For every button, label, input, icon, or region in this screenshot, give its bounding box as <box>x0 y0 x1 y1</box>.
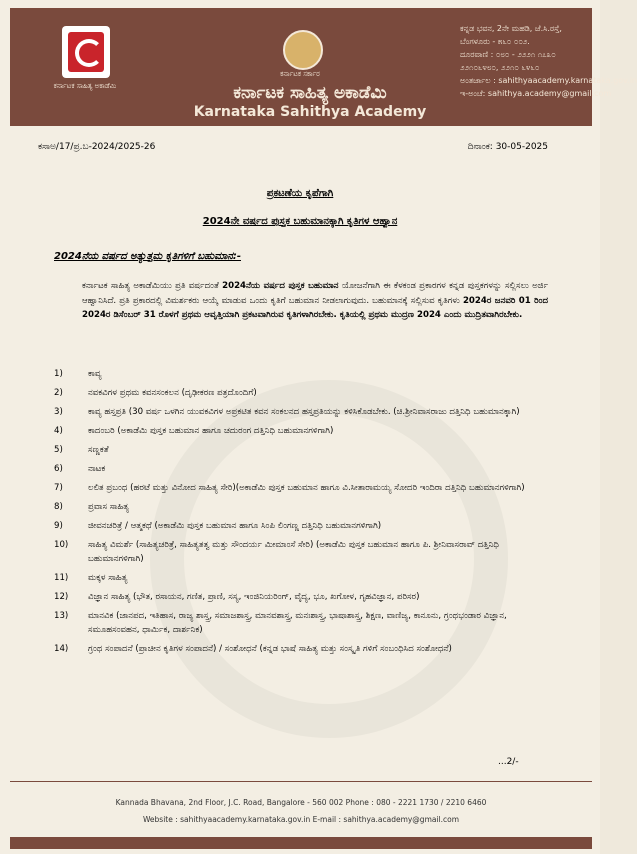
list-item <box>54 443 550 457</box>
list-item <box>54 538 550 566</box>
list-item <box>54 405 550 419</box>
list-item <box>54 590 550 604</box>
para-part-1: ಕರ್ನಾಟಕ ಸಾಹಿತ್ಯ ಅಕಾಡೆಮಿಯು ಪ್ರತಿ ವರ್ಷದಂತೆ <box>82 281 219 291</box>
letterhead <box>10 8 637 126</box>
academy-logo <box>62 26 110 78</box>
document-date: ದಿನಾಂಕ: 30-05-2025 <box>467 142 548 152</box>
list-item-number: 4) <box>54 426 63 436</box>
list-item-number: 10) <box>54 540 69 550</box>
list-item-number: 7) <box>54 483 63 493</box>
phone-line-1: ದೂರವಾಣಿ : ೦೮೦ - ೨೨೨೧ ೧೭೩೦ <box>460 50 556 59</box>
list-item <box>54 609 550 637</box>
list-item <box>54 500 550 514</box>
para-part-1-bold: 2024ನೆಯ ವರ್ಷದ ಪುಸ್ತಕ ಬಹುಮಾನ <box>222 281 339 291</box>
state-emblem-icon <box>283 30 323 70</box>
website-line: ಅಂತರ್ಜಾಲ : sahithyaacademy.karnataka.gov.in <box>460 76 637 85</box>
list-item <box>54 367 550 381</box>
org-name-kannada: ಕರ್ನಾಟಕ ಸಾಹಿತ್ಯ ಅಕಾಡೆಮಿ <box>233 83 387 103</box>
list-item-number: 2) <box>54 388 63 398</box>
list-item-text: ಜೀವನಚರಿತ್ರೆ / ಆತ್ಮಕಥೆ (ಅಕಾಡೆಮಿ ಪುಸ್ತಕ ಬಹುಮಾನ ಹಾಗೂ ಸಿಂಪಿ ಲಿಂಗಣ್ಣ ದತ್ತಿನಿಧಿ ಬಹುಮಾನಗಳಿಗಾಗಿ) <box>88 521 382 531</box>
footer <box>10 781 592 849</box>
list-item <box>54 462 550 476</box>
list-item <box>54 571 550 585</box>
list-item-number: 13) <box>54 611 69 621</box>
list-item-text: ಕಾದಂಬರಿ (ಅಕಾಡೆಮಿ ಪುಸ್ತಕ ಬಹುಮಾನ ಹಾಗೂ ಚದುರಂಗ ದತ್ತಿನಿಧಿ ಬಹುಮಾನಗಳಿಗಾಗಿ) <box>88 426 334 436</box>
list-item-number: 5) <box>54 445 63 455</box>
list-item-text: ಮಾನವಿಕ (ಜಾನಪದ, ಇತಿಹಾಸ, ರಾಜ್ಯ ಶಾಸ್ತ್ರ, ಸಮಾಜಶಾಸ್ತ್ರ, ಮಾನವಶಾಸ್ತ್ರ, ಮನಃಶಾಸ್ತ್ರ, ಭಾಷಾಶಾಸ್ತ್ರ, ಶಿಕ್ಷಣ, ವಾಣಿಜ್ಯ, ಕಾನೂನು, ಗ್ರಂಥಭಂಡಾರ ವಿಜ್ಞಾನ, ಸಮೂಹಸಂವಹನ, ಧಾರ್ಮಿಕ, ದಾರ್ಶನಿಕ) <box>88 611 507 635</box>
list-item <box>54 386 550 400</box>
title-invitation: 2024ನೇ ವರ್ಷದ ಪುಸ್ತಕ ಬಹುಮಾನಕ್ಕಾಗಿ ಕೃತಿಗಳ ಆಹ್ವಾನ <box>202 216 398 227</box>
subheading: 2024ನೆಯ ವರ್ಷದ ಅತ್ಯುತ್ತಮ ಕೃತಿಗಳಿಗೆ ಬಹುಮಾನ:- <box>54 251 241 262</box>
list-item-text: ಸಣ್ಣಕತೆ <box>88 445 109 455</box>
list-item-text: ವಿಜ್ಞಾನ ಸಾಹಿತ್ಯ (ಭೌತ, ರಸಾಯನ, ಗಣಿತ, ಪ್ರಾಣಿ, ಸಸ್ಯ, ಇಂಜಿನಿಯರಿಂಗ್, ವೈದ್ಯ, ಭೂ, ಖಗೋಳ, ಗೃಹವಿಜ್ಞಾನ, ಪರಿಸರ) <box>88 592 420 602</box>
list-item <box>54 519 550 533</box>
footer-address: Kannada Bhavana, 2nd Floor, J.C. Road, Bangalore - 560 002 Phone : 080 - 2221 1730 / 2210 6460 <box>115 798 487 807</box>
list-item-text: ಕಾವ್ಯ ಹಸ್ತಪ್ರತಿ (30 ವರ್ಷ ಒಳಗಿನ ಯುವಕವಿಗಳ ಅಪ್ರಕಟಿತ ಕವನ ಸಂಕಲನದ ಹಸ್ತಪ್ರತಿಯನ್ನು ಕಳಿಸಿಕೊಡಬೇಕು. (ಚಿ.ಶ್ರೀನಿವಾಸರಾಜು ದತ್ತಿನಿಧಿ ಬಹುಮಾನಕ್ಕಾಗಿ) <box>88 407 520 417</box>
para-part-2: ಯೋಜನೆಗಾಗಿ ಈ ಕೆಳಕಂಡ ಪ್ರಕಾರಗಳ ಕನ್ನಡ ಪುಸ್ತಕಗಳನ್ನು ಸಲ್ಲಿಸಲು ಅರ್ಜಿ ಆಹ್ವಾನಿಸಿದೆ. ಪ್ರತಿ ಪ್ರಕಾರದಲ್ಲಿ ವಿಮರ್ಶಕರು ಆಯ್ಕೆ ಮಾಡುವ ಒಂದು ಕೃತಿಗೆ ಬಹುಮಾನ ನೀಡಲಾಗುವುದು. ಬಹುಮಾನಕ್ಕೆ ಸಲ್ಲಿಸುವ ಕೃತಿಗಳು <box>82 281 549 306</box>
list-item-number: 6) <box>54 464 63 474</box>
list-item-text: ಮಕ್ಕಳ ಸಾಹಿತ್ಯ <box>88 573 128 583</box>
email-line: ಇ-ಅಂಚೆ: sahithya.academy@gmail.com <box>460 89 612 98</box>
reference-number: ಕಸಾಅ/17/ಪ್ರ.ಬ-2024/2025-26 <box>38 142 156 152</box>
academy-logo-icon <box>68 32 104 72</box>
list-item-text: ಸಾಹಿತ್ಯ ವಿಮರ್ಶೆ (ಸಾಹಿತ್ಯಚರಿತ್ರೆ, ಸಾಹಿತ್ಯತತ್ವ ಮತ್ತು ಸೌಂದರ್ಯ ಮೀಮಾಂಸೆ ಸೇರಿ) (ಅಕಾಡೆಮಿ ಪುಸ್ತಕ ಬಹುಮಾನ ಹಾಗೂ ಪಿ. ಶ್ರೀನಿವಾಸರಾವ್ ದತ್ತಿನಿಧಿ ಬಹುಮಾನಗಳಿಗಾಗಿ) <box>88 540 499 564</box>
list-item-text: ಪ್ರವಾಸ ಸಾಹಿತ್ಯ <box>88 502 129 512</box>
list-item-number: 1) <box>54 369 63 379</box>
list-item <box>54 642 550 656</box>
contact-block <box>460 22 637 100</box>
page-marker: ...2/- <box>498 757 519 767</box>
list-item-text: ಲಲಿತ ಪ್ರಬಂಧ (ಹರಟೆ ಮತ್ತು ವಿನೋದ ಸಾಹಿತ್ಯ ಸೇರಿ)(ಅಕಾಡೆಮಿ ಪುಸ್ತಕ ಬಹುಮಾನ ಹಾಗೂ ವಿ.ಸೀತಾರಾಮಯ್ಯ ಸೋದರಿ ಇಂದಿರಾ ದತ್ತಿನಿಧಿ ಬಹುಮಾನಗಳಿಗಾಗಿ) <box>88 483 525 493</box>
list-item-number: 11) <box>54 573 69 583</box>
list-item-number: 3) <box>54 407 63 417</box>
list-item-number: 14) <box>54 644 69 654</box>
address-line-1: ಕನ್ನಡ ಭವನ, 2ನೇ ಮಹಡಿ, ಜೆ.ಸಿ.ರಸ್ತೆ, <box>460 24 562 33</box>
list-item <box>54 481 550 495</box>
list-item-number: 12) <box>54 592 69 602</box>
footer-web: Website : sahithyaacademy.karnataka.gov.in E-mail : sahithya.academy@gmail.com <box>142 815 460 824</box>
intro-paragraph <box>82 279 548 323</box>
list-item-number: 9) <box>54 521 63 531</box>
reference-row <box>38 142 548 152</box>
title-publication: ಪ್ರಕಟಣೆಯ ಕೃಪೆಗಾಗಿ <box>266 188 334 199</box>
phone-line-2: ೨೨೧೦೬೪೮೦, ೨೨೧೦ ೬೪೬೦ <box>460 63 540 72</box>
para-part-2-bold: 2024ರ ಜನವರಿ 01 ರಿಂದ 2024ರ ಡಿಸೆಂಬರ್ 31 ರೊಳಗೆ ಪ್ರಥಮ ಆವೃತ್ತಿಯಾಗಿ ಪ್ರಕಟವಾಗಿರುವ ಕೃತಿಗಳಾಗಿರಬೇಕು. ಕೃತಿಯಲ್ಲಿ ಪ್ರಥಮ ಮುದ್ರಣ 2024 ಎಂದು ಮುದ್ರಿತವಾಗಿರಬೇಕು. <box>82 295 549 320</box>
address-line-2: ಬೆಂಗಳೂರು - ೫೬೦ ೦೦೨. <box>460 37 530 46</box>
list-item-text: ಗ್ರಂಥ ಸಂಪಾದನೆ (ಪ್ರಾಚೀನ ಕೃತಿಗಳ ಸಂಪಾದನೆ) / ಸಂಶೋಧನೆ (ಕನ್ನಡ ಭಾಷೆ ಸಾಹಿತ್ಯ ಮತ್ತು ಸಂಸ್ಕೃತಿ ಗಳಿಗೆ ಸಂಬಂಧಿಸಿದ ಸಂಶೋಧನೆ) <box>88 644 452 654</box>
list-item-text: ಕಾವ್ಯ <box>88 369 102 379</box>
category-list <box>54 367 550 661</box>
logo-caption: ಕರ್ನಾಟಕ ಸಾಹಿತ್ಯ ಅಕಾಡೆಮಿ <box>53 82 117 90</box>
list-item-number: 8) <box>54 502 63 512</box>
org-name-english: Karnataka Sahithya Academy <box>193 104 427 120</box>
list-item <box>54 424 550 438</box>
list-item-text: ನವಕವಿಗಳ ಪ್ರಥಮ ಕವನಸಂಕಲನ (ದೃಢೀಕರಣ ಪತ್ರದೊಂದಿಗೆ) <box>88 388 257 398</box>
list-item-text: ನಾಟಕ <box>88 464 106 474</box>
emblem-caption: ಕರ್ನಾಟಕ ಸರ್ಕಾರ <box>280 70 320 78</box>
